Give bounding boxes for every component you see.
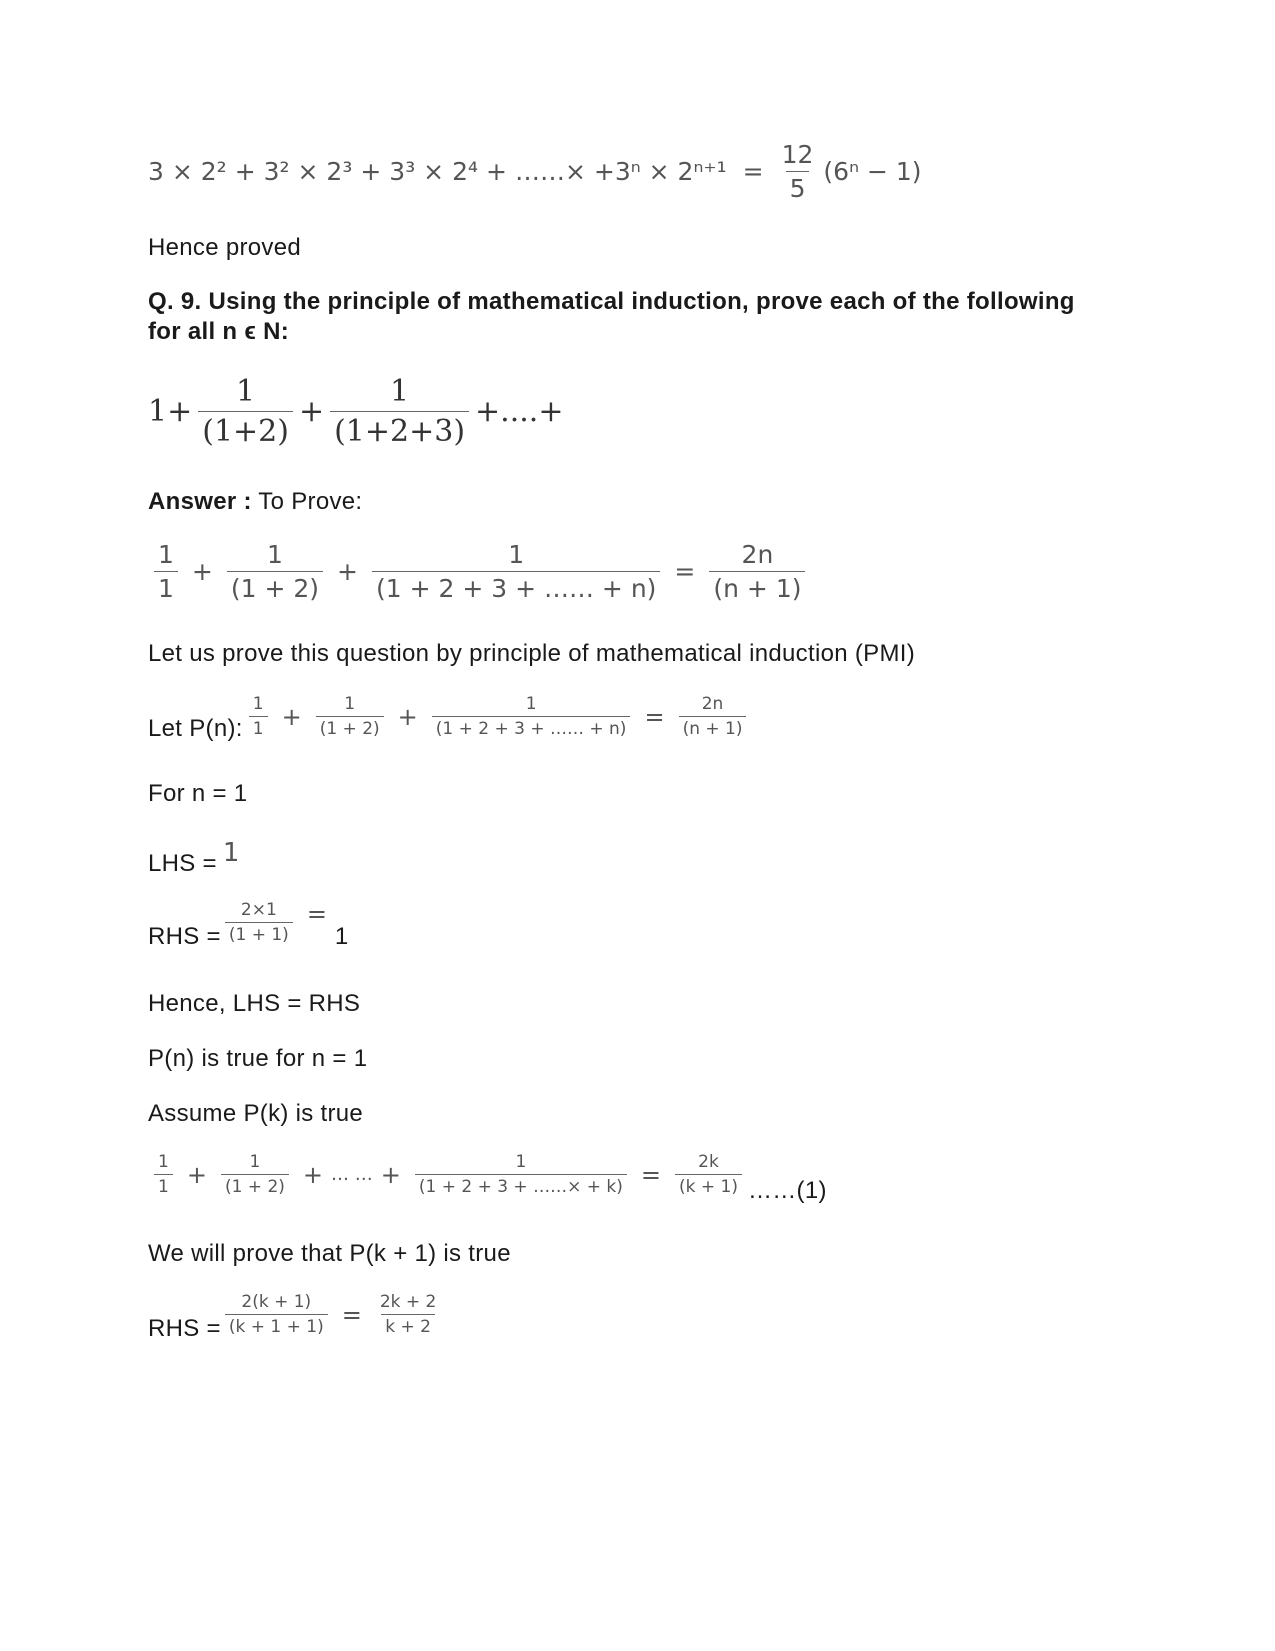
fraction-12-5 bbox=[778, 140, 818, 203]
fraction-numerator: 2(k + 1) bbox=[241, 1292, 312, 1312]
fraction-denominator: 5 bbox=[786, 171, 810, 203]
pk-expression bbox=[148, 1152, 748, 1197]
fraction-numerator: 1 bbox=[158, 1152, 169, 1172]
fraction-2n-over-n-1 bbox=[709, 540, 805, 603]
fraction-denominator: (1 + 1) bbox=[225, 922, 293, 945]
fraction-numerator: 1 bbox=[252, 694, 264, 714]
fraction-2k1-over-k11 bbox=[225, 1292, 328, 1337]
equals-sign: = bbox=[742, 157, 764, 186]
top-term-n: +3ⁿ × 2ⁿ⁺¹ bbox=[593, 157, 727, 186]
fraction-denominator: (k + 1 + 1) bbox=[225, 1314, 328, 1337]
fraction-denominator: (1+2) bbox=[198, 411, 293, 449]
fraction-1-over-sum-n bbox=[372, 540, 660, 603]
equation-reference: ……(1) bbox=[747, 1177, 827, 1204]
question-expression bbox=[148, 374, 563, 449]
top-term-1: 3 × 2² bbox=[148, 157, 227, 186]
fraction-denominator: (1 + 2) bbox=[227, 571, 323, 603]
let-pn-label: Let P(n): bbox=[148, 715, 243, 742]
fraction-numerator: 1 bbox=[344, 694, 356, 714]
plus-sign: + bbox=[380, 1160, 401, 1189]
plus-sign: + bbox=[234, 157, 256, 186]
fraction-1-over-1 bbox=[249, 694, 268, 739]
fraction-1-over-1-2 bbox=[198, 374, 293, 449]
fraction-denominator: 1 bbox=[249, 716, 268, 739]
fraction-denominator: (1 + 2 + 3 + ……× + k) bbox=[415, 1174, 627, 1197]
lhs-label: LHS = bbox=[148, 850, 217, 877]
fraction-denominator: (n + 1) bbox=[709, 571, 805, 603]
fraction-numerator: 1 bbox=[508, 540, 525, 569]
to-prove-expression bbox=[148, 540, 811, 603]
let-pn-expression bbox=[243, 694, 753, 739]
fraction-numerator: 1 bbox=[515, 1152, 527, 1172]
fraction-numerator: 1 bbox=[266, 540, 283, 569]
fraction-1-over-sum-n bbox=[432, 694, 631, 739]
fraction-denominator: (k + 1) bbox=[675, 1174, 742, 1197]
pmi-text: Let us prove this question by principle of mathematical induction (PMI) bbox=[148, 640, 915, 667]
fraction-numerator: 12 bbox=[781, 140, 814, 169]
hence-lhs-rhs-text: Hence, LHS = RHS bbox=[148, 990, 361, 1017]
pk-dots: … … bbox=[331, 1164, 373, 1185]
equals-sign: = bbox=[341, 1300, 362, 1329]
plus-sign: + bbox=[298, 394, 325, 429]
fraction-numerator: 1 bbox=[390, 374, 410, 409]
question-line-1: Q. 9. Using the principle of mathematical induction, prove each of the following bbox=[148, 288, 1075, 315]
rhs-label: RHS = bbox=[148, 923, 221, 950]
expr-lead: 1+ bbox=[148, 394, 193, 429]
fraction-denominator: 1 bbox=[154, 571, 178, 603]
fraction-2k-over-k-1 bbox=[675, 1152, 742, 1197]
fraction-2k2-over-k2 bbox=[376, 1292, 441, 1337]
plus-sign: + bbox=[397, 702, 418, 731]
top-equation bbox=[148, 140, 922, 203]
fraction-denominator: (1 + 2) bbox=[316, 716, 384, 739]
equals-sign: = bbox=[306, 900, 327, 928]
fraction-1-over-1-2 bbox=[316, 694, 384, 739]
rhs-line-2 bbox=[148, 1292, 446, 1342]
fraction-numerator: 2n bbox=[701, 694, 724, 714]
hence-proved-text: Hence proved bbox=[148, 234, 302, 261]
fraction-denominator: (1+2+3) bbox=[330, 411, 469, 449]
equals-sign: = bbox=[640, 1160, 661, 1189]
lhs-value: 1 bbox=[222, 838, 240, 868]
assume-pk-text: Assume P(k) is true bbox=[148, 1100, 364, 1127]
top-term-2: 3² × 2³ bbox=[263, 157, 353, 186]
let-pn-line bbox=[148, 694, 752, 742]
equals-sign: = bbox=[674, 557, 696, 586]
answer-label: Answer : bbox=[148, 488, 252, 515]
fraction-denominator: (1 + 2) bbox=[221, 1174, 289, 1197]
top-ellipsis: ……× bbox=[514, 157, 586, 186]
plus-sign: + bbox=[337, 557, 358, 586]
fraction-denominator: k + 2 bbox=[381, 1314, 435, 1337]
plus-sign: + bbox=[191, 557, 213, 586]
fraction-numerator: 2k + 2 bbox=[379, 1292, 437, 1312]
plus-sign: + bbox=[302, 1160, 323, 1189]
fraction-numerator: 1 bbox=[236, 374, 256, 409]
fraction-1-over-1 bbox=[154, 540, 178, 603]
fraction-denominator: (n + 1) bbox=[679, 716, 747, 739]
will-prove-text: We will prove that P(k + 1) is true bbox=[148, 1240, 511, 1267]
fraction-numerator: 1 bbox=[249, 1152, 261, 1172]
plus-sign: + bbox=[281, 702, 302, 731]
rhs-line-1 bbox=[148, 900, 349, 950]
for-n1-text: For n = 1 bbox=[148, 780, 248, 807]
fraction-numerator: 2k bbox=[698, 1152, 719, 1172]
fraction-1-over-1 bbox=[154, 1152, 173, 1197]
answer-line bbox=[148, 488, 362, 516]
pn-true-text: P(n) is true for n = 1 bbox=[148, 1045, 368, 1072]
fraction-denominator: (1 + 2 + 3 + …… + n) bbox=[432, 716, 631, 739]
fraction-denominator: (1 + 2 + 3 + …… + n) bbox=[372, 571, 660, 603]
fraction-1-over-sum-k bbox=[415, 1152, 627, 1197]
plus-sign: + bbox=[360, 157, 382, 186]
fraction-1-over-1-2-3 bbox=[330, 374, 469, 449]
fraction-1-over-1-2 bbox=[221, 1152, 289, 1197]
fraction-numerator: 2n bbox=[741, 540, 774, 569]
fraction-numerator: 2×1 bbox=[240, 900, 277, 920]
top-term-3: 3³ × 2⁴ bbox=[389, 157, 478, 186]
fraction-2n-over-n-1 bbox=[679, 694, 747, 739]
rhs-value: 1 bbox=[334, 923, 349, 950]
fraction-2x1-over-1-1 bbox=[225, 900, 293, 945]
plus-sign: + bbox=[486, 157, 507, 186]
fraction-denominator: 1 bbox=[154, 1174, 173, 1197]
equals-sign: = bbox=[644, 702, 665, 731]
fraction-numerator: 1 bbox=[525, 694, 537, 714]
pk-line bbox=[148, 1152, 827, 1204]
question-line-2: for all n ϵ N: bbox=[148, 318, 290, 345]
fraction-1-over-1-2 bbox=[227, 540, 323, 603]
top-tail: (6ⁿ − 1) bbox=[823, 157, 922, 186]
expr-tail: +....+ bbox=[475, 394, 564, 429]
rhs-label: RHS = bbox=[148, 1315, 221, 1342]
plus-sign: + bbox=[186, 1160, 207, 1189]
fraction-numerator: 1 bbox=[158, 540, 174, 569]
answer-text: To Prove: bbox=[251, 488, 363, 515]
lhs-line bbox=[148, 838, 239, 878]
